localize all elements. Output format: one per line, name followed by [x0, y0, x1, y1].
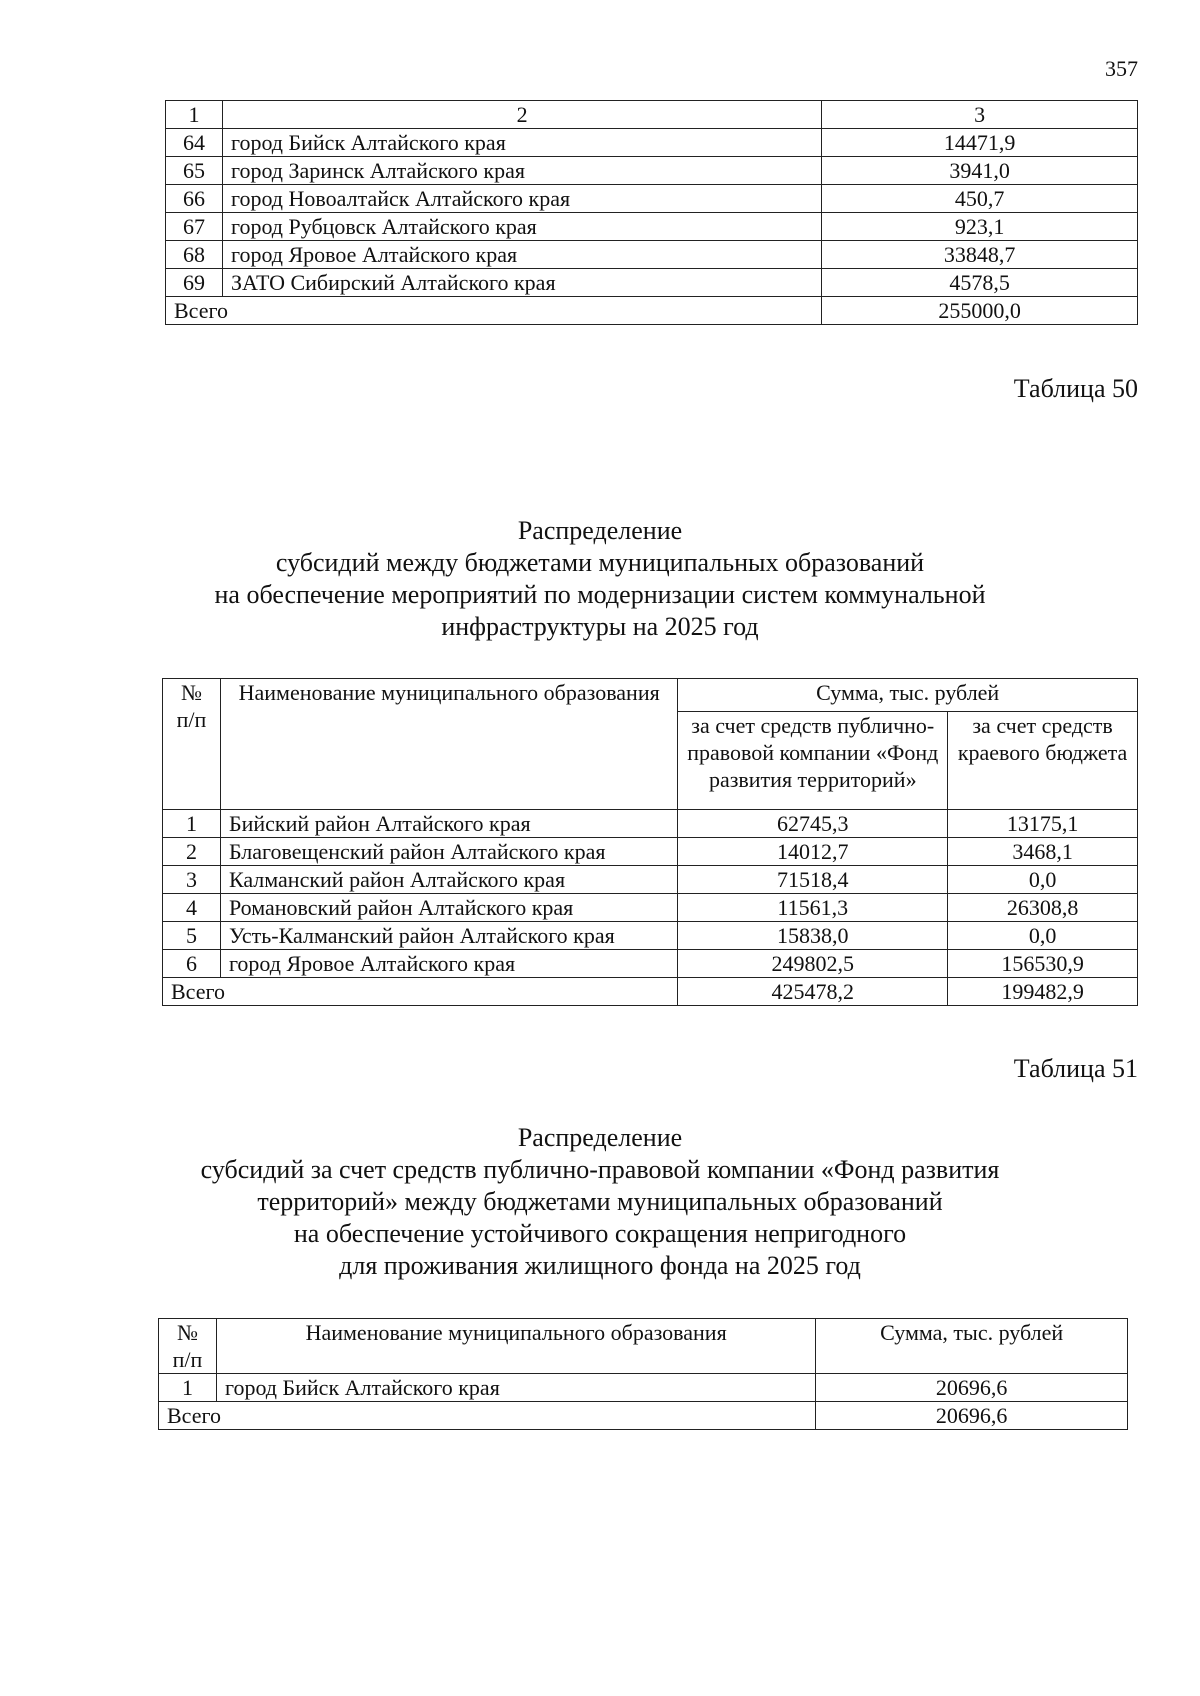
- table-row: [163, 866, 1138, 894]
- row-fund: 62745,3: [678, 810, 948, 838]
- table-header-row: [163, 679, 1138, 712]
- row-num: 68: [166, 241, 223, 269]
- row-num: 3: [163, 866, 221, 894]
- row-fund: 71518,4: [678, 866, 948, 894]
- table-51-label: Таблица 51: [1013, 1054, 1138, 1083]
- heading-line: на обеспечение устойчивого сокращения непригодного: [293, 1219, 907, 1248]
- table-row: [166, 129, 1138, 157]
- table-row: [163, 810, 1138, 838]
- row-fund: 15838,0: [678, 922, 948, 950]
- row-budget: 3468,1: [948, 838, 1138, 866]
- row-fund: 11561,3: [678, 894, 948, 922]
- row-value: 14471,9: [822, 129, 1138, 157]
- row-name: город Новоалтайск Алтайского края: [222, 185, 821, 213]
- row-name: Бийский район Алтайского края: [220, 810, 677, 838]
- row-num: 6: [163, 950, 221, 978]
- header-num: № п/п: [159, 1319, 217, 1374]
- table-51-heading: [0, 1122, 1200, 1282]
- row-value: 20696,6: [816, 1374, 1128, 1402]
- header-budget: за счет средств краевого бюджета: [948, 712, 1138, 810]
- table-50-label: Таблица 50: [1013, 374, 1138, 403]
- heading-line: субсидий за счет средств публично-правовой компании «Фонд развития: [200, 1155, 1000, 1184]
- row-name: город Яровое Алтайского края: [220, 950, 677, 978]
- table-row: [163, 922, 1138, 950]
- header-fund: за счет средств публично-правовой компании «Фонд развития территорий»: [678, 712, 948, 810]
- row-value: 3941,0: [822, 157, 1138, 185]
- header-sum: Сумма, тыс. рублей: [816, 1319, 1128, 1374]
- table-row: [166, 157, 1138, 185]
- header-col-2: 2: [222, 101, 821, 129]
- row-name: город Рубцовск Алтайского края: [222, 213, 821, 241]
- page-number: 357: [1105, 56, 1138, 81]
- table-row: [159, 1374, 1128, 1402]
- row-name: Калманский район Алтайского края: [220, 866, 677, 894]
- total-value: 20696,6: [816, 1402, 1128, 1430]
- row-num: 5: [163, 922, 221, 950]
- heading-line: на обеспечение мероприятий по модернизации систем коммунальной: [214, 580, 986, 609]
- table-51: [158, 1318, 1128, 1430]
- header-col-3: 3: [822, 101, 1138, 129]
- heading-line: территорий» между бюджетами муниципальных образований: [257, 1187, 943, 1216]
- header-col-1: 1: [166, 101, 223, 129]
- table-header-row: [159, 1319, 1128, 1374]
- row-fund: 14012,7: [678, 838, 948, 866]
- row-name: Романовский район Алтайского края: [220, 894, 677, 922]
- heading-line: инфраструктуры на 2025 год: [441, 612, 759, 641]
- table-row: [163, 950, 1138, 978]
- row-num: 66: [166, 185, 223, 213]
- row-budget: 0,0: [948, 866, 1138, 894]
- header-name: Наименование муниципального образования: [216, 1319, 815, 1374]
- total-fund: 425478,2: [678, 978, 948, 1006]
- row-budget: 26308,8: [948, 894, 1138, 922]
- row-num: 67: [166, 213, 223, 241]
- row-name: город Яровое Алтайского края: [222, 241, 821, 269]
- total-label: Всего: [163, 978, 678, 1006]
- row-num: 4: [163, 894, 221, 922]
- row-budget: 156530,9: [948, 950, 1138, 978]
- table-row: [166, 213, 1138, 241]
- row-num: 64: [166, 129, 223, 157]
- total-label: Всего: [159, 1402, 816, 1430]
- total-row: [166, 297, 1138, 325]
- heading-line: Распределение: [517, 516, 683, 545]
- table-header-row: [166, 101, 1138, 129]
- row-num: 69: [166, 269, 223, 297]
- row-num: 1: [163, 810, 221, 838]
- row-value: 4578,5: [822, 269, 1138, 297]
- total-value: 255000,0: [822, 297, 1138, 325]
- row-name: ЗАТО Сибирский Алтайского края: [222, 269, 821, 297]
- heading-line: субсидий между бюджетами муниципальных образований: [275, 548, 925, 577]
- header-sum: Сумма, тыс. рублей: [678, 679, 1138, 712]
- row-fund: 249802,5: [678, 950, 948, 978]
- row-name: город Бийск Алтайского края: [222, 129, 821, 157]
- header-num: № п/п: [163, 679, 221, 810]
- table-50: [162, 678, 1138, 1006]
- row-name: Усть-Калманский район Алтайского края: [220, 922, 677, 950]
- total-label: Всего: [166, 297, 822, 325]
- table-row: [166, 185, 1138, 213]
- heading-line: Распределение: [517, 1123, 683, 1152]
- row-value: 450,7: [822, 185, 1138, 213]
- total-row: [159, 1402, 1128, 1430]
- row-name: город Бийск Алтайского края: [216, 1374, 815, 1402]
- row-num: 2: [163, 838, 221, 866]
- row-num: 1: [159, 1374, 217, 1402]
- table-row: [166, 269, 1138, 297]
- table-50-heading: [0, 515, 1200, 643]
- row-value: 33848,7: [822, 241, 1138, 269]
- row-name: город Заринск Алтайского края: [222, 157, 821, 185]
- table-prev: [165, 100, 1138, 325]
- row-budget: 13175,1: [948, 810, 1138, 838]
- total-budget: 199482,9: [948, 978, 1138, 1006]
- table-row: [163, 894, 1138, 922]
- table-row: [163, 838, 1138, 866]
- row-budget: 0,0: [948, 922, 1138, 950]
- row-num: 65: [166, 157, 223, 185]
- row-name: Благовещенский район Алтайского края: [220, 838, 677, 866]
- total-row: [163, 978, 1138, 1006]
- table-row: [166, 241, 1138, 269]
- heading-line: для проживания жилищного фонда на 2025 год: [339, 1251, 861, 1280]
- row-value: 923,1: [822, 213, 1138, 241]
- header-name: Наименование муниципального образования: [220, 679, 677, 810]
